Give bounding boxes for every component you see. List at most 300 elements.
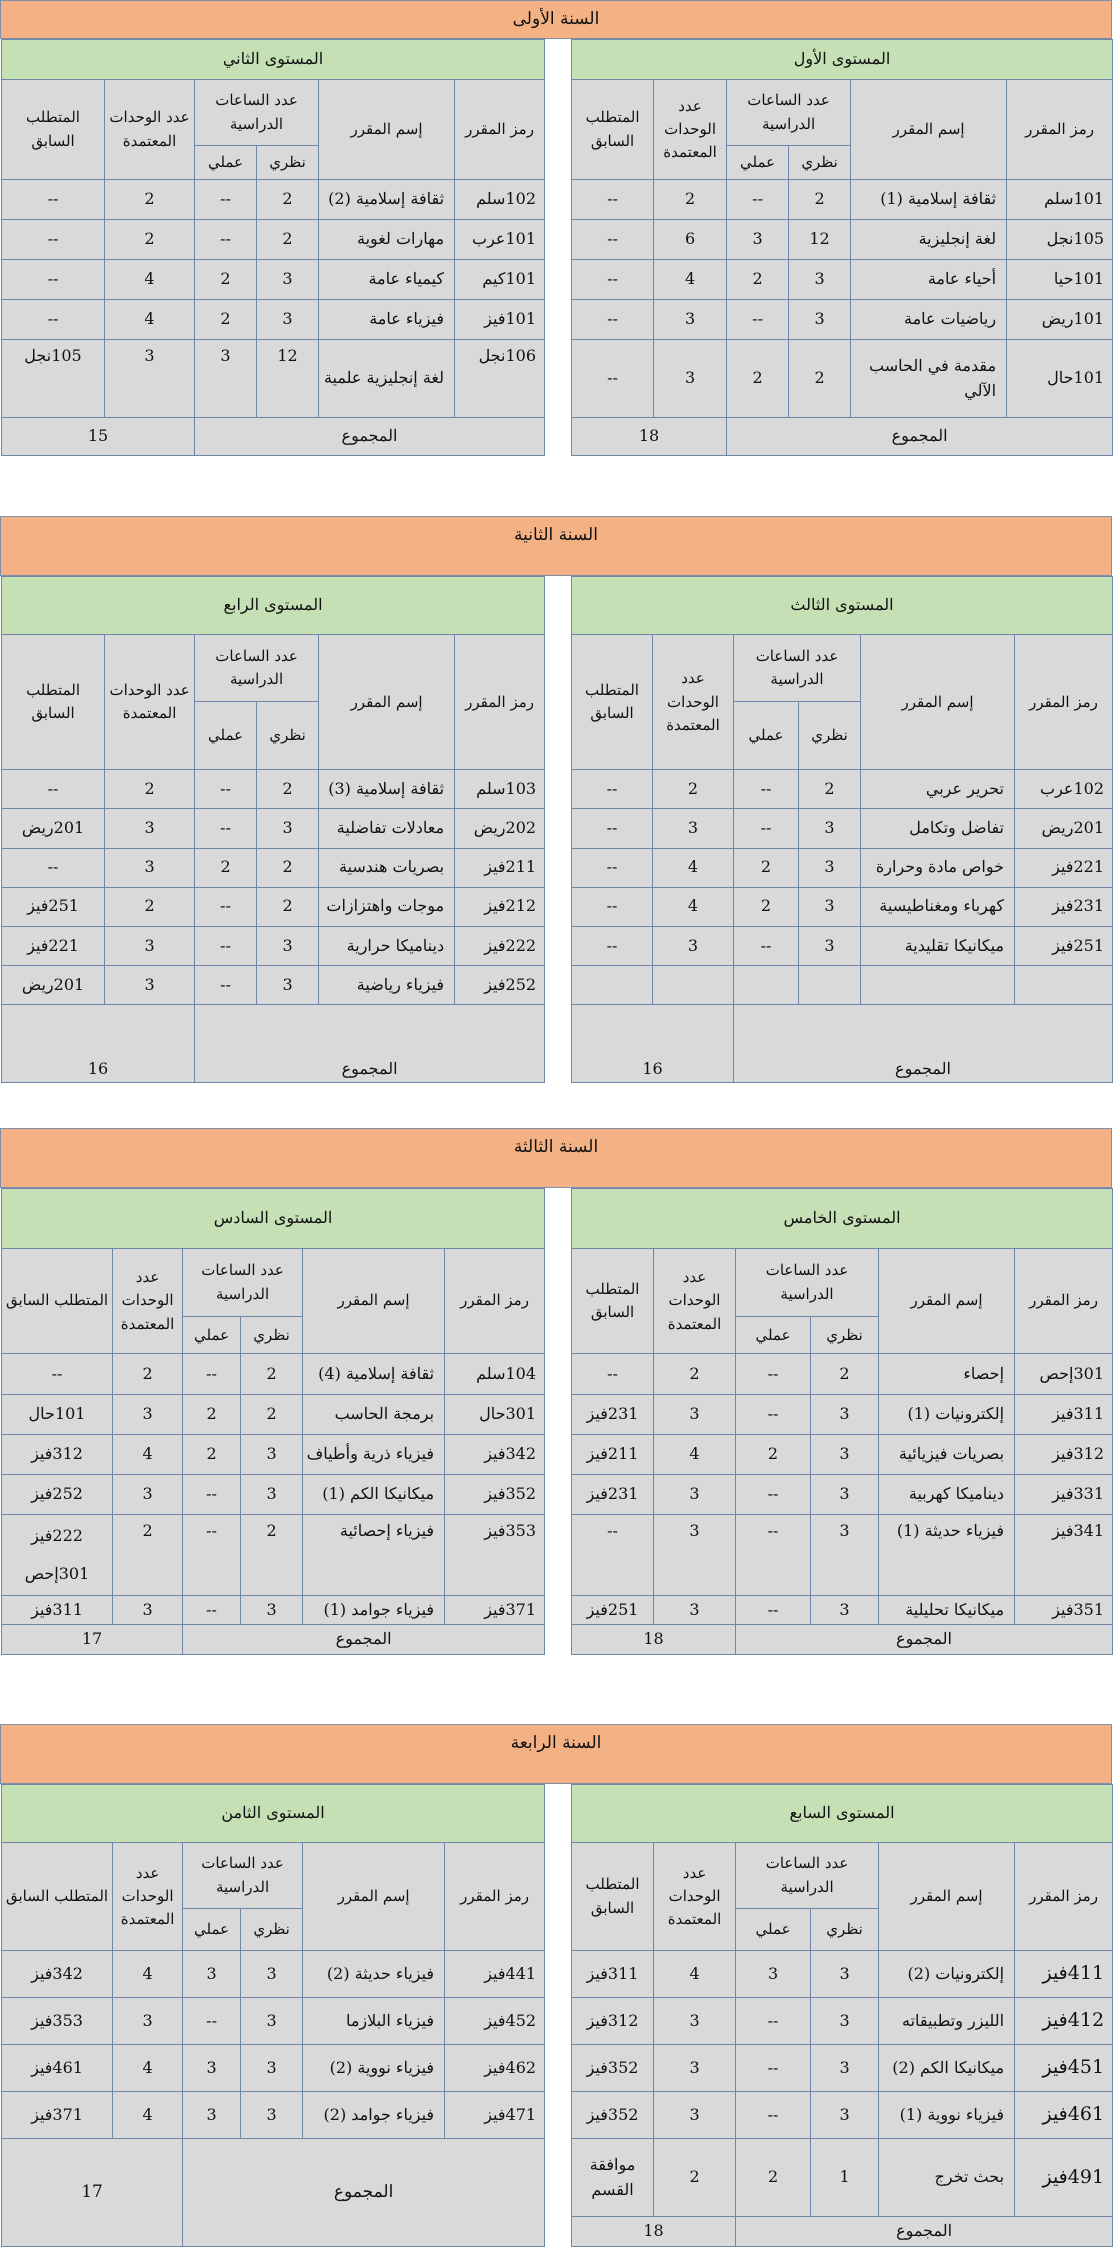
table-row (2, 1515, 545, 1596)
table-row (572, 180, 1113, 220)
prerequisite: -- (572, 220, 654, 260)
total-row (2, 1005, 545, 1083)
course-code: 101حيا (1007, 260, 1113, 300)
prerequisite: -- (572, 300, 654, 340)
course-code: 201ريض (1015, 809, 1113, 848)
col-header-name: إسم المقرر (303, 1843, 445, 1951)
col-header-hours: عدد الساعات الدراسية (195, 635, 319, 701)
course-name: ميكانيكا الكم (1) (303, 1475, 445, 1515)
practical-hours: -- (727, 180, 789, 220)
total-label: المجموع (734, 1005, 1113, 1083)
course-name: بصريات هندسية (319, 848, 455, 887)
course-code: 221فيز (1015, 848, 1113, 887)
practical-hours (734, 966, 799, 1005)
prerequisite: 353فيز (2, 1998, 113, 2045)
theory-hours: 3 (811, 1515, 879, 1596)
theory-hours: 3 (257, 300, 319, 340)
credit-units: 3 (654, 1515, 736, 1596)
col-header-theory: نظري (811, 1317, 879, 1354)
total-row (572, 1625, 1113, 1655)
total-value: 18 (572, 1625, 736, 1655)
practical-hours: -- (195, 220, 257, 260)
course-name: ثقافة إسلامية (3) (319, 770, 455, 809)
col-header-hours: عدد الساعات الدراسية (727, 80, 851, 146)
prerequisite: 231فيز (572, 1475, 654, 1515)
theory-hours: 2 (799, 770, 861, 809)
col-header-theory: نظري (811, 1909, 879, 1951)
table-row (572, 770, 1113, 809)
credit-units: 6 (654, 220, 727, 260)
course-code: 103سلم (455, 770, 545, 809)
practical-hours: -- (195, 180, 257, 220)
credit-units: 3 (653, 809, 734, 848)
prerequisite: -- (572, 887, 653, 926)
practical-hours: -- (183, 1998, 241, 2045)
theory-hours: 2 (257, 848, 319, 887)
theory-hours: 3 (811, 1951, 879, 1998)
practical-hours: -- (736, 1596, 811, 1625)
credit-units: 3 (654, 340, 727, 418)
theory-hours: 3 (241, 1475, 303, 1515)
credit-units: 3 (105, 848, 195, 887)
credit-units: 4 (653, 887, 734, 926)
practical-hours: 2 (727, 340, 789, 418)
practical-hours: -- (736, 1475, 811, 1515)
theory-hours: 12 (789, 220, 851, 260)
col-header-name: إسم المقرر (319, 80, 455, 180)
course-code: 351فيز (1015, 1596, 1113, 1625)
table-row (2, 927, 545, 966)
course-code: 311فيز (1015, 1394, 1113, 1434)
prerequisite: 101حال (2, 1394, 113, 1434)
col-header-practical: عملي (183, 1909, 241, 1951)
table-row (572, 2092, 1113, 2139)
year-title: السنة الأولى (0, 0, 1112, 39)
total-row (572, 1005, 1113, 1083)
practical-hours: -- (183, 1354, 241, 1394)
table-row (2, 260, 545, 300)
credit-units: 2 (113, 1515, 183, 1596)
prerequisite: -- (572, 848, 653, 887)
total-value: 18 (572, 418, 727, 456)
practical-hours: -- (195, 809, 257, 848)
table-row (2, 1951, 545, 1998)
credit-units: 4 (113, 2045, 183, 2092)
prerequisite: -- (572, 770, 653, 809)
col-header-practical: عملي (734, 701, 799, 769)
course-code: 101حال (1007, 340, 1113, 418)
theory-hours: 3 (241, 2092, 303, 2139)
course-name: إحصاء (879, 1354, 1015, 1394)
course-code: 371فيز (445, 1596, 545, 1625)
prerequisite: 352فيز (572, 2092, 654, 2139)
prerequisite: 231فيز (572, 1394, 654, 1434)
practical-hours: -- (736, 1515, 811, 1596)
theory-hours: 3 (241, 1998, 303, 2045)
total-value: 15 (2, 418, 195, 456)
total-value: 17 (2, 2139, 183, 2247)
theory-hours: 2 (241, 1354, 303, 1394)
col-header-theory: نظري (241, 1317, 303, 1354)
course-name: كيمياء عامة (319, 260, 455, 300)
level-title: المستوى السادس (2, 1189, 545, 1249)
course-code: 102عرب (1015, 770, 1113, 809)
col-header-practical: عملي (736, 1909, 811, 1951)
year-title: السنة الرابعة (0, 1724, 1112, 1784)
credit-units: 3 (654, 2045, 736, 2092)
table-row (2, 180, 545, 220)
practical-hours: 3 (183, 2092, 241, 2139)
col-header-units: عدد الوحدات المعتمدة (653, 635, 734, 770)
level-6-table (1, 1188, 544, 1655)
course-code: 411فيز (1015, 1951, 1113, 1998)
course-code: 441فيز (445, 1951, 545, 1998)
col-header-theory: نظري (799, 701, 861, 769)
course-name: فيزياء حديثة (2) (303, 1951, 445, 1998)
prerequisite: 371فيز (2, 2092, 113, 2139)
table-row (572, 220, 1113, 260)
course-name: فيزياء رياضية (319, 966, 455, 1005)
col-header-code: رمز المقرر (1015, 1248, 1113, 1353)
table-row (2, 300, 545, 340)
prerequisite: 252فيز (2, 1475, 113, 1515)
level-title: المستوى السابع (572, 1785, 1113, 1843)
course-name: ثقافة إسلامية (1) (851, 180, 1007, 220)
level-title: المستوى الرابع (2, 577, 545, 635)
theory-hours: 3 (799, 927, 861, 966)
credit-units: 2 (653, 770, 734, 809)
credit-units: 4 (113, 2092, 183, 2139)
credit-units: 4 (654, 1951, 736, 1998)
col-header-hours: عدد الساعات الدراسية (183, 1248, 303, 1316)
table-row (572, 300, 1113, 340)
course-name: بصريات فيزيائية (879, 1434, 1015, 1474)
course-code: 101كيم (455, 260, 545, 300)
table-row (2, 809, 545, 848)
course-code: 342فيز (445, 1434, 545, 1474)
prerequisite: -- (572, 180, 654, 220)
theory-hours: 3 (241, 1434, 303, 1474)
table-row (2, 1998, 545, 2045)
credit-units: 3 (654, 1475, 736, 1515)
credit-units: 2 (654, 180, 727, 220)
practical-hours: -- (736, 1354, 811, 1394)
credit-units: 4 (653, 848, 734, 887)
course-name: رياضيات عامة (851, 300, 1007, 340)
theory-hours: 3 (257, 966, 319, 1005)
col-header-theory: نظري (257, 146, 319, 180)
credit-units: 3 (654, 2092, 736, 2139)
credit-units: 4 (105, 260, 195, 300)
col-header-units: عدد الوحدات المعتمدة (654, 80, 727, 180)
course-code: 101فيز (455, 300, 545, 340)
table-row (2, 1434, 545, 1474)
col-header-code: رمز المقرر (455, 80, 545, 180)
year-3-section (0, 1128, 1114, 1658)
col-header-prereq: المتطلب السابق (572, 1248, 654, 1353)
table-row (2, 1596, 545, 1625)
table-row (572, 1434, 1113, 1474)
course-code: 202ريض (455, 809, 545, 848)
credit-units: 2 (105, 887, 195, 926)
table-row (2, 2045, 545, 2092)
col-header-hours: عدد الساعات الدراسية (734, 635, 861, 701)
table-row (2, 887, 545, 926)
course-name: إلكترونيات (2) (879, 1951, 1015, 1998)
year-2-section (0, 516, 1114, 1086)
prerequisite (572, 966, 653, 1005)
course-name: الليزر وتطبيقاته (879, 1998, 1015, 2045)
col-header-code: رمز المقرر (1015, 1843, 1113, 1951)
practical-hours: 2 (183, 1394, 241, 1434)
col-header-units: عدد الوحدات المعتمدة (113, 1248, 183, 1353)
credit-units: 2 (654, 1354, 736, 1394)
theory-hours: 3 (257, 927, 319, 966)
practical-hours: 2 (183, 1434, 241, 1474)
theory-hours: 2 (789, 340, 851, 418)
table-row (572, 966, 1113, 1005)
table-row (572, 887, 1113, 926)
course-name: كهرباء ومغناطيسية (861, 887, 1015, 926)
col-header-prereq: المتطلب السابق (2, 80, 105, 180)
course-code: 105نجل (1007, 220, 1113, 260)
course-code: 301إحص (1015, 1354, 1113, 1394)
prerequisite: -- (2, 848, 105, 887)
col-header-prereq: المتطلب السابق (572, 80, 654, 180)
course-name: فيزياء نووية (1) (879, 2092, 1015, 2139)
prerequisite: 211فيز (572, 1434, 654, 1474)
practical-hours: -- (736, 1998, 811, 2045)
course-name: ميكانيكا الكم (2) (879, 2045, 1015, 2092)
table-row (572, 1951, 1113, 1998)
credit-units: 3 (654, 1998, 736, 2045)
col-header-prereq: المتطلب السابق (2, 1843, 113, 1951)
col-header-code: رمز المقرر (445, 1843, 545, 1951)
table-row (2, 770, 545, 809)
year-1-section (0, 0, 1114, 460)
col-header-practical: عملي (195, 701, 257, 769)
total-label: المجموع (195, 418, 545, 456)
total-label: المجموع (183, 1625, 545, 1655)
col-header-units: عدد الوحدات المعتمدة (105, 80, 195, 180)
col-header-prereq: المتطلب السابق (572, 635, 653, 770)
table-row (2, 220, 545, 260)
credit-units: 3 (113, 1394, 183, 1434)
prerequisite: 105نجل (2, 340, 105, 418)
course-name: فيزياء جوامد (2) (303, 2092, 445, 2139)
credit-units: 3 (113, 1596, 183, 1625)
practical-hours: -- (736, 2092, 811, 2139)
col-header-units: عدد الوحدات المعتمدة (113, 1843, 183, 1951)
level-7-table (571, 1784, 1112, 2246)
credit-units: 3 (105, 966, 195, 1005)
prerequisite: 312فيز (572, 1998, 654, 2045)
col-header-prereq: المتطلب السابق (572, 1843, 654, 1951)
col-header-practical: عملي (195, 146, 257, 180)
practical-hours: 3 (736, 1951, 811, 1998)
course-name: ديناميكا كهربية (879, 1475, 1015, 1515)
practical-hours: 2 (195, 300, 257, 340)
course-name: برمجة الحاسب (303, 1394, 445, 1434)
course-name: لغة إنجليزية علمية (319, 340, 455, 418)
table-row (572, 2139, 1113, 2217)
table-row (572, 340, 1113, 418)
table-row (572, 1515, 1113, 1596)
table-row (572, 809, 1113, 848)
theory-hours: 1 (811, 2139, 879, 2217)
col-header-theory: نظري (257, 701, 319, 769)
prerequisite: 201ريض (2, 966, 105, 1005)
course-code: 104سلم (445, 1354, 545, 1394)
credit-units: 4 (105, 300, 195, 340)
total-value: 17 (2, 1625, 183, 1655)
col-header-hours: عدد الساعات الدراسية (183, 1843, 303, 1909)
course-name: موجات واهتزازات (319, 887, 455, 926)
col-header-code: رمز المقرر (1007, 80, 1113, 180)
practical-hours: 2 (195, 260, 257, 300)
practical-hours: -- (734, 770, 799, 809)
col-header-code: رمز المقرر (1015, 635, 1113, 770)
col-header-hours: عدد الساعات الدراسية (736, 1843, 879, 1909)
practical-hours: -- (736, 1394, 811, 1434)
course-code: 352فيز (445, 1475, 545, 1515)
total-label: المجموع (736, 1625, 1113, 1655)
credit-units: 2 (113, 1354, 183, 1394)
course-code: 451فيز (1015, 2045, 1113, 2092)
total-value: 16 (572, 1005, 734, 1083)
prerequisite: موافقة القسم (572, 2139, 654, 2217)
theory-hours (799, 966, 861, 1005)
credit-units: 3 (113, 1998, 183, 2045)
course-code: 106نجل (455, 340, 545, 418)
course-code: 341فيز (1015, 1515, 1113, 1596)
prerequisite: -- (2, 260, 105, 300)
level-4-table (1, 576, 544, 1083)
theory-hours: 2 (257, 220, 319, 260)
course-name: فيزياء جوامد (1) (303, 1596, 445, 1625)
table-row (2, 340, 545, 418)
theory-hours: 3 (799, 809, 861, 848)
theory-hours: 2 (257, 180, 319, 220)
table-row (572, 1354, 1113, 1394)
level-3-table (571, 576, 1112, 1083)
theory-hours: 3 (799, 848, 861, 887)
practical-hours: 2 (736, 2139, 811, 2217)
course-name: لغة إنجليزية (851, 220, 1007, 260)
table-row (572, 1998, 1113, 2045)
table-row (2, 966, 545, 1005)
total-label: المجموع (736, 2217, 1113, 2247)
col-header-theory: نظري (241, 1909, 303, 1951)
prerequisite: -- (2, 770, 105, 809)
credit-units: 3 (653, 927, 734, 966)
table-row (2, 2092, 545, 2139)
level-title: المستوى الثالث (572, 577, 1113, 635)
level-8-table (1, 1784, 544, 2246)
prerequisite: -- (2, 220, 105, 260)
course-name: فيزياء البلازما (303, 1998, 445, 2045)
total-value: 16 (2, 1005, 195, 1083)
practical-hours: -- (183, 1596, 241, 1625)
col-header-code: رمز المقرر (455, 635, 545, 770)
table-row (572, 2045, 1113, 2092)
practical-hours: -- (195, 770, 257, 809)
course-name: فيزياء عامة (319, 300, 455, 340)
col-header-code: رمز المقرر (445, 1248, 545, 1353)
prerequisite: -- (572, 260, 654, 300)
col-header-name: إسم المقرر (879, 1843, 1015, 1951)
table-row (2, 1475, 545, 1515)
course-code: 353فيز (445, 1515, 545, 1596)
prerequisite: -- (572, 809, 653, 848)
practical-hours: -- (727, 300, 789, 340)
prerequisite: 201ريض (2, 809, 105, 848)
total-row (2, 2139, 545, 2247)
theory-hours: 2 (811, 1354, 879, 1394)
total-label: المجموع (183, 2139, 545, 2247)
credit-units: 2 (105, 180, 195, 220)
col-header-prereq: المتطلب السابق (2, 635, 105, 770)
course-name: ثقافة إسلامية (2) (319, 180, 455, 220)
col-header-units: عدد الوحدات المعتمدة (105, 635, 195, 770)
level-title: المستوى الخامس (572, 1189, 1113, 1249)
credit-units: 2 (105, 770, 195, 809)
course-name: مهارات لغوية (319, 220, 455, 260)
credit-units: 3 (105, 809, 195, 848)
col-header-hours: عدد الساعات الدراسية (195, 80, 319, 146)
practical-hours: 2 (736, 1434, 811, 1474)
practical-hours: -- (183, 1515, 241, 1596)
course-name: خواص مادة وحرارة (861, 848, 1015, 887)
year-title: السنة الثانية (0, 516, 1112, 576)
total-row (572, 2217, 1113, 2247)
practical-hours: 2 (734, 848, 799, 887)
theory-hours: 3 (799, 887, 861, 926)
theory-hours: 3 (811, 1434, 879, 1474)
table-row (2, 1394, 545, 1434)
course-name: ميكانيكا تحليلية (879, 1596, 1015, 1625)
course-name: إلكترونيات (1) (879, 1394, 1015, 1434)
col-header-hours: عدد الساعات الدراسية (736, 1248, 879, 1316)
course-code: 312فيز (1015, 1434, 1113, 1474)
theory-hours: 3 (241, 1596, 303, 1625)
course-name: ديناميكا حرارية (319, 927, 455, 966)
prerequisite: 342فيز (2, 1951, 113, 1998)
practical-hours: 2 (727, 260, 789, 300)
course-name (861, 966, 1015, 1005)
col-header-name: إسم المقرر (303, 1248, 445, 1353)
course-code: 331فيز (1015, 1475, 1113, 1515)
prerequisite: -- (572, 927, 653, 966)
year-title: السنة الثالثة (0, 1128, 1112, 1188)
col-header-theory: نظري (789, 146, 851, 180)
theory-hours: 2 (789, 180, 851, 220)
theory-hours: 3 (811, 1394, 879, 1434)
col-header-name: إسم المقرر (861, 635, 1015, 770)
course-code: 231فيز (1015, 887, 1113, 926)
practical-hours: -- (183, 1475, 241, 1515)
credit-units: 3 (654, 300, 727, 340)
level-title: المستوى الثاني (2, 40, 545, 80)
course-code: 462فيز (445, 2045, 545, 2092)
course-name: فيزياء حديثة (1) (879, 1515, 1015, 1596)
table-row (572, 260, 1113, 300)
practical-hours: -- (736, 2045, 811, 2092)
table-row (572, 848, 1113, 887)
table-row (572, 1394, 1113, 1434)
credit-units: 3 (654, 1394, 736, 1434)
table-row (572, 1475, 1113, 1515)
